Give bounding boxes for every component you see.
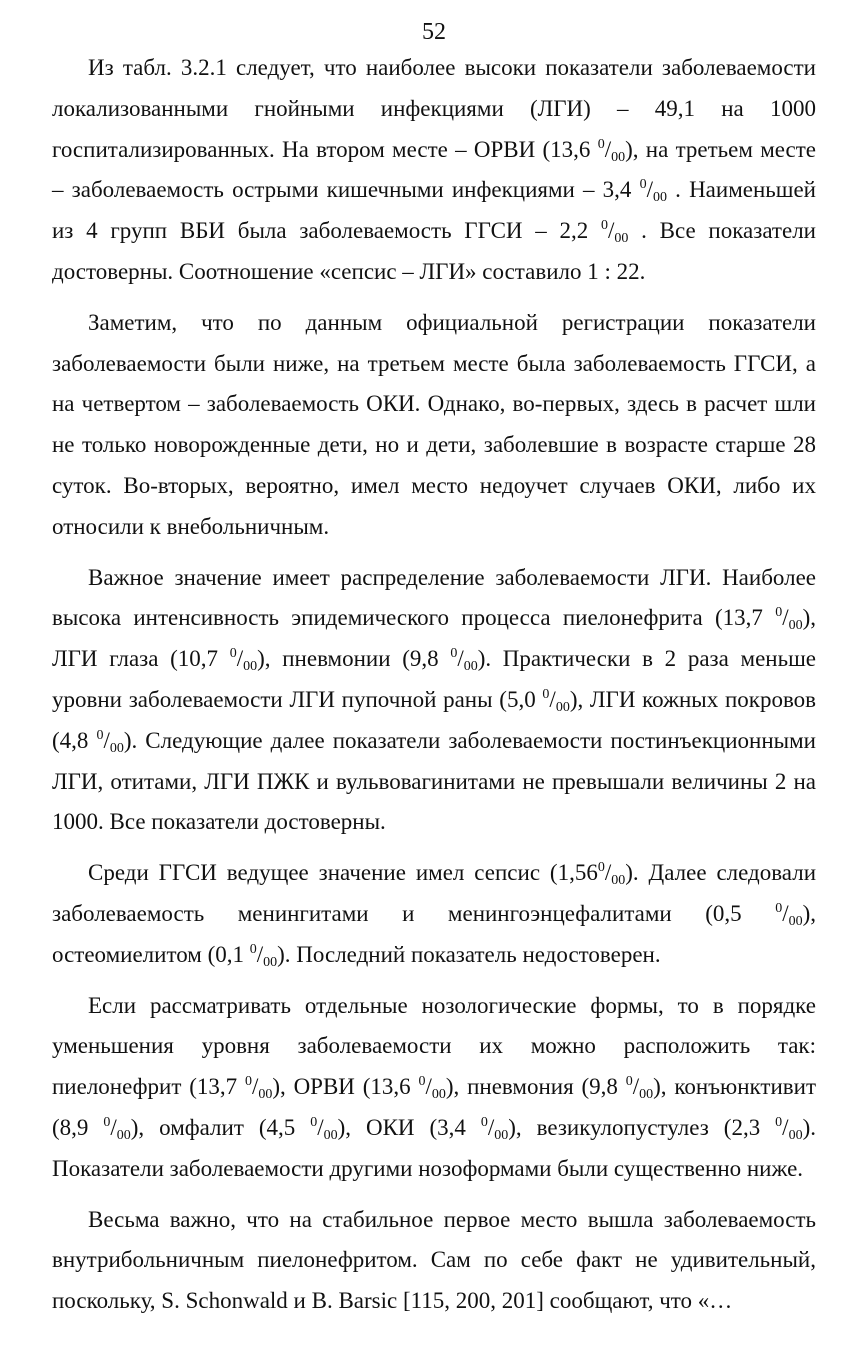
permille-sub: 00	[614, 231, 629, 247]
permille-sign	[229, 646, 258, 675]
text-run: ), на третьем месте – заболеваемость острыми кишечными инфекциями – 3,4	[52, 136, 816, 203]
permille-sup: 0	[249, 941, 257, 957]
text-run: ), везикулопустулез (2,3	[508, 1114, 776, 1140]
permille-sign	[244, 1074, 273, 1103]
text-run: Заметим, что по данным официальной регистрации показатели заболеваемости были ниже, на третьем месте была заболеваемость ГГСИ, а на четвертом – заболеваемость ОКИ. Однако, во-первых, здесь в расчет шли не только новорожденные дети, но и дети, заболевшие в возрасте старше 28 суток. Во-вторых, вероятно, имел место недоучет случаев ОКИ, либо их относили к внебольничным.	[52, 309, 816, 539]
paragraph	[52, 853, 816, 975]
permille-sign	[597, 860, 626, 889]
text-run: Среди ГГСИ ведущее значение имел сепсис (1,56	[88, 860, 598, 886]
permille-sub: 00	[258, 1087, 273, 1103]
permille-sign	[450, 646, 478, 675]
text-run: . Наименьшей из 4 групп ВБИ была заболеваемость ГГСИ – 2,2	[52, 177, 816, 244]
permille-sup: 0	[418, 1074, 426, 1090]
page-number: 52	[422, 19, 446, 45]
permille-slash: /	[549, 686, 556, 712]
permille-sub: 00	[788, 913, 803, 929]
permille-sup: 0	[542, 686, 550, 702]
permille-sup: 0	[96, 727, 104, 743]
permille-sub: 00	[463, 659, 478, 675]
permille-sup: 0	[310, 1114, 318, 1130]
text-run: ), ОКИ (3,4	[337, 1114, 481, 1140]
permille-sub: 00	[639, 1087, 654, 1103]
text-run: ), конъюнктивит (8,9	[52, 1074, 816, 1140]
permille-sup: 0	[480, 1114, 488, 1130]
paragraph	[52, 303, 816, 548]
text-run: ). Показатели заболеваемости другими нозоформами были существенно ниже.	[52, 1114, 816, 1181]
permille-sign	[625, 1074, 654, 1103]
permille-sub: 00	[431, 1087, 446, 1103]
permille-sign	[639, 177, 667, 206]
permille-sup: 0	[639, 177, 647, 193]
text-run: ). Следующие далее показатели заболеваемости постинъекционными ЛГИ, отитами, ЛГИ ПЖК и вульвовагинитами не превышали величины 2 на 1000. Все показатели достоверны.	[52, 727, 816, 835]
permille-sign	[96, 727, 124, 756]
permille-sup: 0	[103, 1114, 111, 1130]
text-run: ), ЛГИ кожных покровов (4,8	[52, 686, 817, 753]
permille-sign	[597, 136, 626, 165]
text-run: Из табл. 3.2.1 следует, что наиболее высоки показатели заболеваемости локализованными гнойными инфекциями (ЛГИ) – 49,1 на 1000 госпитализированных. На втором месте – ОРВИ (13,6	[52, 55, 816, 162]
permille-sup: 0	[775, 900, 783, 916]
permille-slash: /	[256, 941, 264, 967]
permille-sup: 0	[597, 136, 605, 152]
permille-slash: /	[457, 646, 464, 672]
permille-sign	[418, 1074, 446, 1103]
text-run: . Все показатели достоверны. Соотношение «сепсис – ЛГИ» составило 1 : 22.	[52, 218, 816, 284]
permille-sub: 00	[788, 618, 803, 634]
permille-sub: 00	[652, 190, 667, 206]
paragraph	[52, 986, 816, 1190]
permille-sub: 00	[611, 149, 626, 165]
permille-sign	[249, 941, 278, 970]
text-run: ), ОРВИ (13,6	[272, 1074, 419, 1100]
permille-slash: /	[110, 1114, 117, 1140]
paragraph	[52, 558, 816, 844]
permille-slash: /	[782, 605, 789, 631]
permille-sign	[775, 1114, 803, 1143]
permille-sub: 00	[116, 1127, 131, 1143]
permille-slash: /	[604, 136, 612, 162]
text-run: Весьма важно, что на стабильное первое место вышла заболеваемость внутрибольничным пиелонефритом. Сам по себе факт не удивительный, поскольку, S. Schonwald и B. Barsic [115, 200, 201] сообщают, что «…	[52, 1206, 816, 1314]
permille-sub: 00	[323, 1127, 338, 1143]
permille-slash: /	[487, 1114, 495, 1140]
permille-slash: /	[103, 727, 110, 753]
text-run: ). Последний показатель недостоверен.	[277, 941, 661, 967]
paragraph	[52, 1200, 816, 1322]
body-text	[52, 48, 816, 1332]
permille-sup: 0	[597, 860, 605, 876]
permille-slash: /	[782, 900, 789, 926]
text-run: Если рассматривать отдельные нозологические формы, то в порядке уменьшения уровня заболеваемости их можно расположить так: пиелонефрит (13,7	[52, 992, 816, 1100]
text-run: ), пневмония (9,8	[445, 1074, 626, 1100]
permille-sign	[775, 605, 803, 634]
permille-sign	[480, 1114, 509, 1143]
permille-sub: 00	[788, 1127, 803, 1143]
permille-slash: /	[782, 1114, 789, 1140]
permille-sub: 00	[555, 699, 570, 715]
text-run: ), омфалит (4,5	[130, 1114, 311, 1140]
permille-sup: 0	[775, 605, 783, 621]
permille-sign	[103, 1114, 131, 1143]
paragraph	[52, 48, 816, 293]
permille-slash: /	[317, 1114, 324, 1140]
permille-slash: /	[608, 218, 615, 244]
permille-sub: 00	[243, 659, 258, 675]
permille-sup: 0	[229, 646, 237, 662]
permille-sup: 0	[601, 218, 608, 234]
permille-sup: 0	[625, 1074, 633, 1090]
permille-sign	[601, 218, 629, 247]
permille-sign	[310, 1114, 338, 1143]
permille-sup: 0	[244, 1074, 252, 1090]
permille-slash: /	[425, 1074, 432, 1100]
permille-sup: 0	[450, 646, 458, 662]
permille-slash: /	[604, 860, 612, 886]
text-run: ), пневмонии (9,8	[257, 646, 451, 672]
permille-sup: 0	[775, 1114, 783, 1130]
permille-slash: /	[236, 646, 244, 672]
permille-sub: 00	[611, 873, 626, 889]
permille-sub: 00	[109, 740, 124, 756]
text-run: ), остеомиелитом (0,1	[52, 900, 816, 967]
permille-slash: /	[632, 1074, 640, 1100]
text-run: ). Далее следовали заболеваемость менингитами и менингоэнцефалитами (0,5	[52, 860, 817, 926]
permille-sub: 00	[263, 954, 278, 970]
permille-sub: 00	[494, 1127, 509, 1143]
text-run: ), ЛГИ глаза (10,7	[52, 605, 816, 672]
permille-slash: /	[251, 1074, 259, 1100]
permille-slash: /	[646, 177, 653, 203]
text-run: Важное значение имеет распределение заболеваемости ЛГИ. Наиболее высока интенсивность эпидемического процесса пиелонефрита (13,7	[52, 564, 816, 631]
text-run: ). Практически в 2 раза меньше уровни заболеваемости ЛГИ пупочной раны (5,0	[52, 646, 817, 712]
permille-sign	[775, 900, 803, 929]
permille-sign	[542, 686, 570, 715]
